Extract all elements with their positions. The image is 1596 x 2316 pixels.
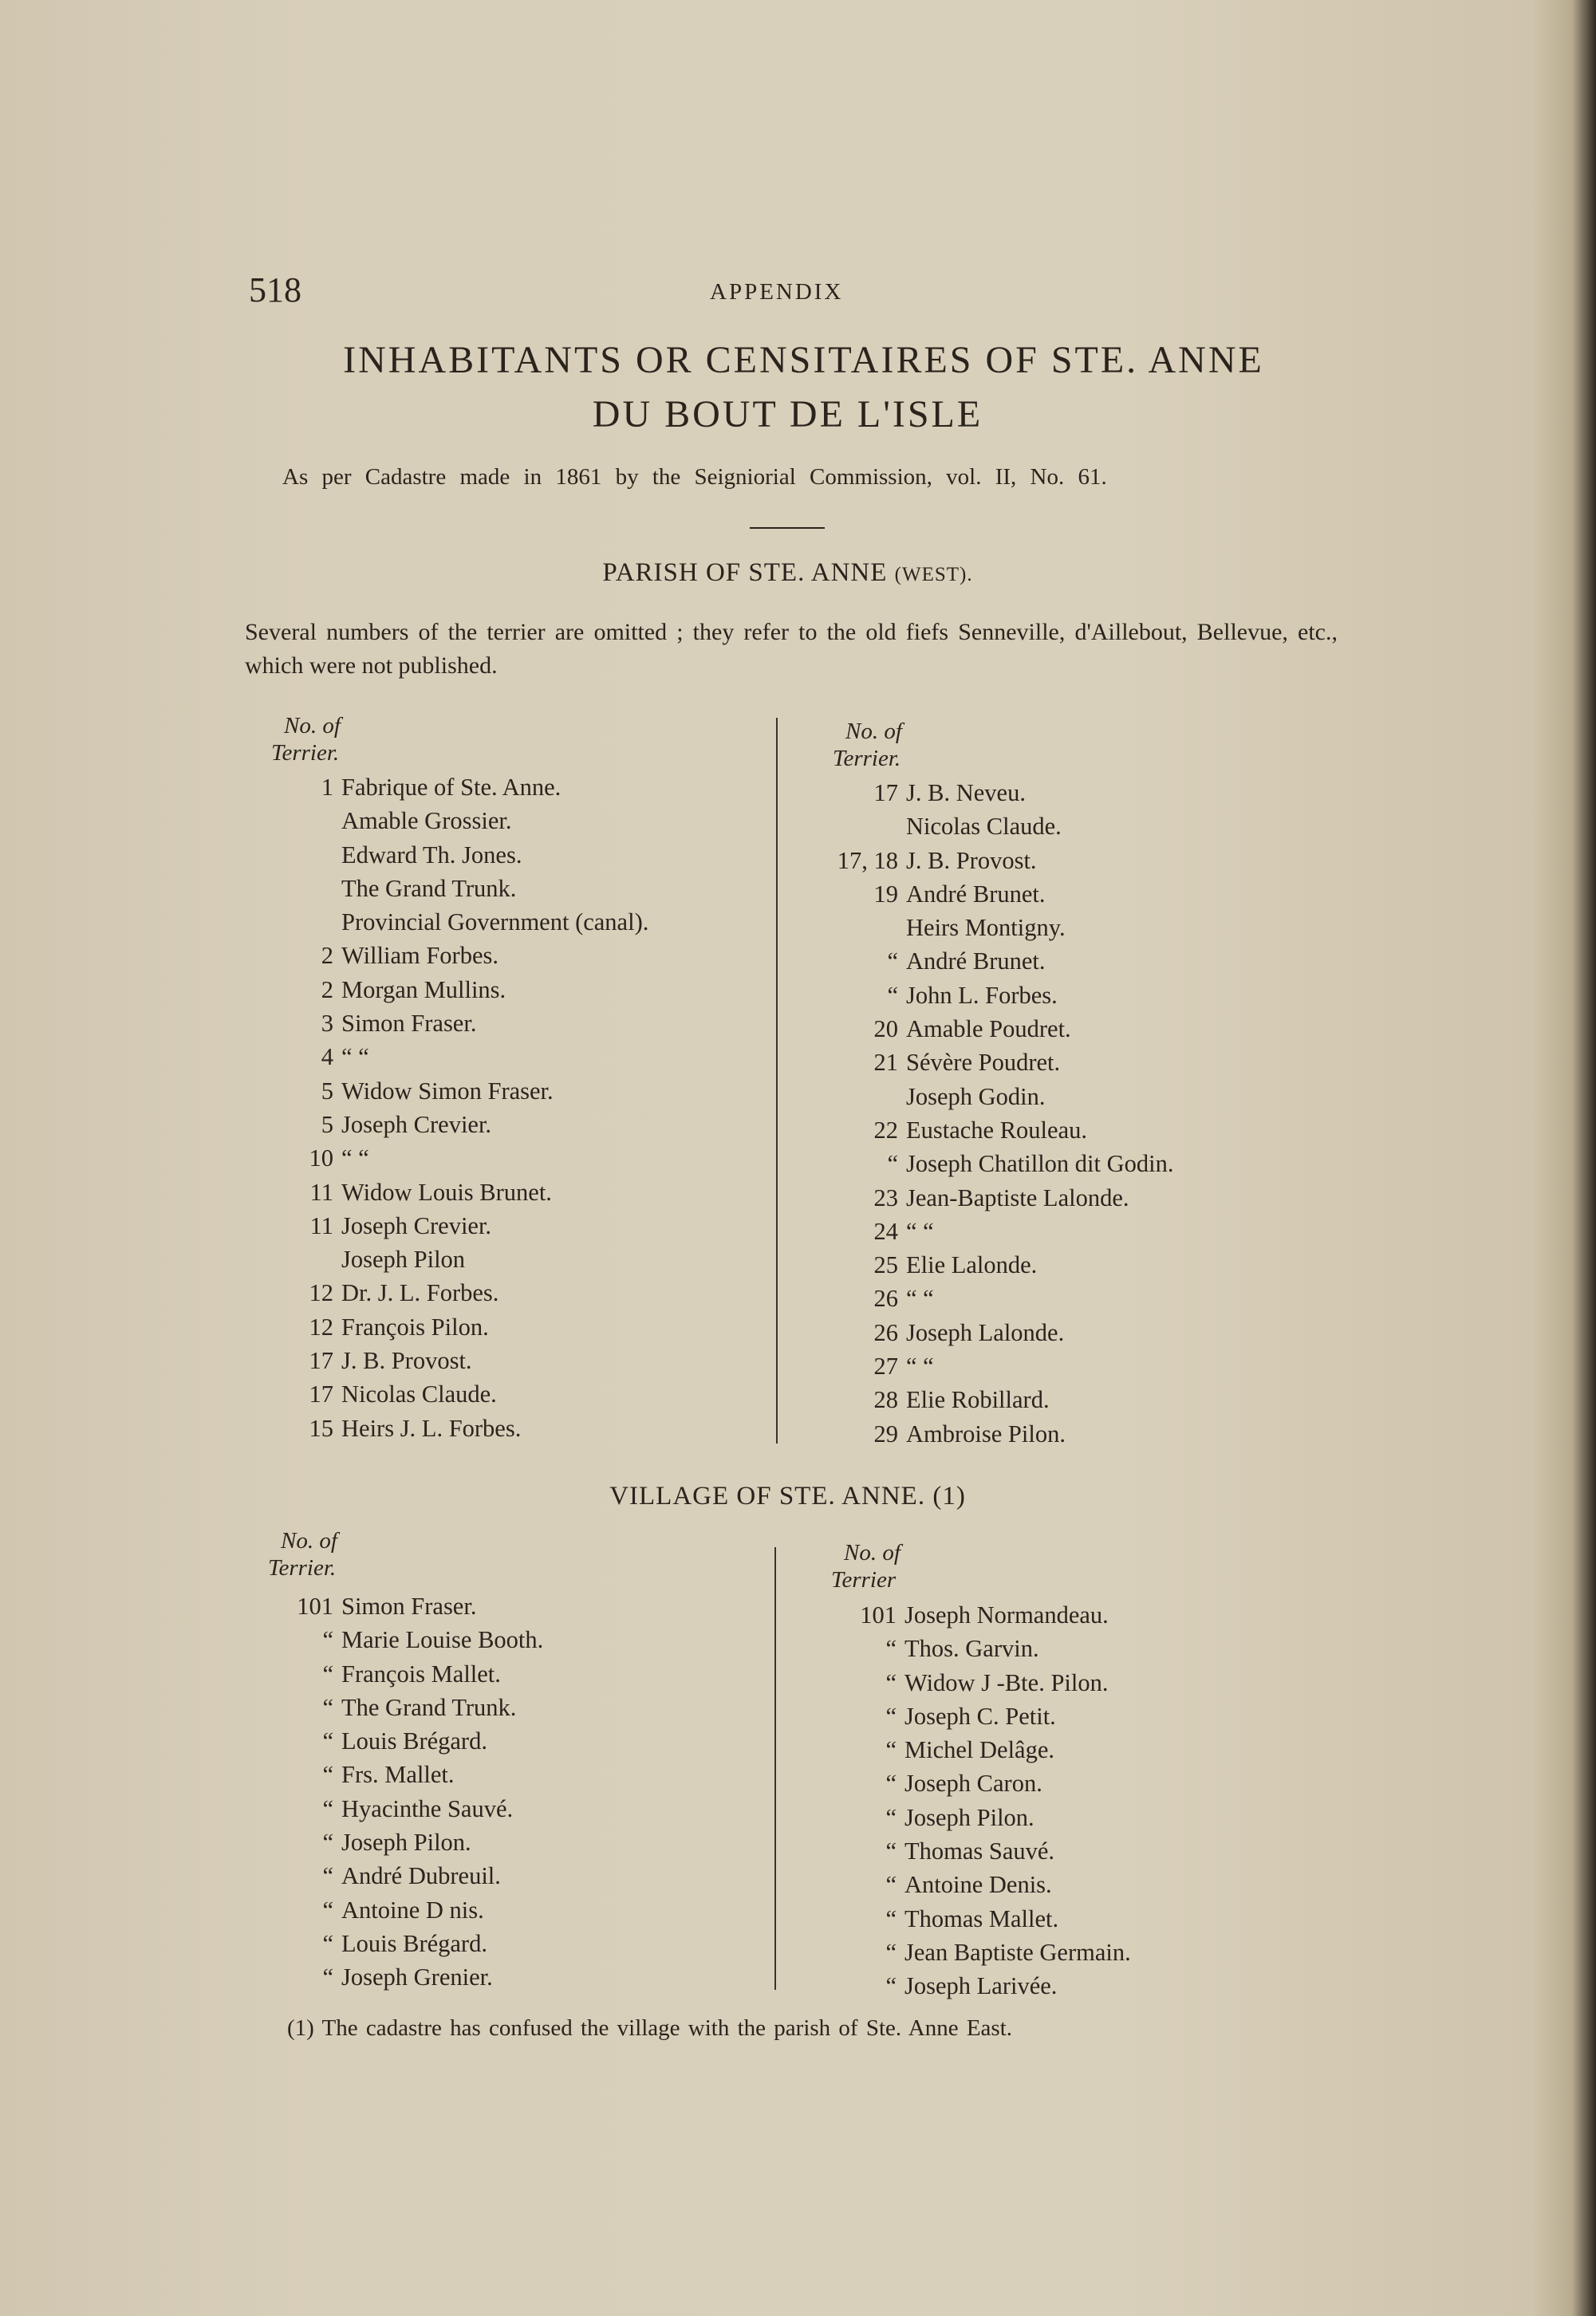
- terrier-number: 1: [321, 774, 333, 801]
- running-head: APPENDIX: [710, 279, 844, 305]
- terrier-number: “: [322, 1929, 333, 1957]
- censitaire-name: Simon Fraser.: [341, 1010, 477, 1038]
- censitaire-name: J. B. Provost.: [341, 1347, 472, 1375]
- terrier-number: 5: [321, 1077, 333, 1105]
- censitaire-name: François Mallet.: [341, 1660, 501, 1688]
- censitaire-name: J. B. Provost.: [906, 846, 1037, 874]
- terrier-number: 19: [873, 880, 898, 908]
- village-heading: VILLAGE OF STE. ANNE. (1): [609, 1482, 966, 1511]
- censitaire-name: Joseph Pilon: [341, 1246, 466, 1274]
- terrier-number: “: [322, 1794, 333, 1822]
- censitaire-name: Joseph C. Petit.: [904, 1702, 1056, 1730]
- censitaire-name: Marie Louise Booth.: [341, 1626, 544, 1654]
- header-line-1: No. of: [281, 1528, 337, 1554]
- terrier-number: 17: [309, 1381, 333, 1408]
- censitaire-name: “ “: [906, 1285, 934, 1313]
- terrier-number: 26: [873, 1285, 898, 1313]
- censitaire-name: Joseph Crevier.: [341, 1110, 492, 1138]
- terrier-number: “: [322, 1693, 333, 1721]
- terrier-number: 22: [873, 1116, 898, 1144]
- censitaire-name: Provincial Government (canal).: [341, 908, 649, 936]
- censitaire-name: Thomas Mallet.: [904, 1904, 1059, 1932]
- censitaire-name: Joseph Pilon.: [904, 1803, 1034, 1831]
- terrier-number: 17, 18: [837, 846, 898, 874]
- parish-left-header: [271, 712, 341, 766]
- terrier-number: “: [887, 981, 898, 1009]
- terrier-number: “: [322, 1963, 333, 1991]
- parish-heading: [0, 558, 1575, 588]
- censitaire-name: André Brunet.: [906, 947, 1046, 975]
- terrier-number: “: [885, 1938, 897, 1966]
- censitaire-name: Joseph Crevier.: [341, 1211, 492, 1239]
- censitaire-name: Ambroise Pilon.: [906, 1420, 1066, 1448]
- header-line-1: No. of: [284, 713, 341, 739]
- terrier-number: 101: [297, 1593, 333, 1620]
- censitaire-name: Amable Grossier.: [341, 807, 512, 835]
- terrier-number: “: [322, 1727, 333, 1755]
- terrier-number: “: [322, 1862, 333, 1890]
- censitaire-name: Widow Louis Brunet.: [341, 1178, 552, 1206]
- terrier-number: 17: [309, 1347, 333, 1375]
- parish-intro: Several numbers of the terrier are omitted ; they refer to the old fiefs Senneville, d'Aillebout, Bellevue, etc., which were not published.: [245, 619, 1338, 679]
- censitaire-name: Hyacinthe Sauvé.: [341, 1794, 514, 1822]
- page-number: 518: [249, 270, 301, 309]
- title-line-2: DU BOUT DE L'ISLE: [592, 393, 983, 435]
- header-line-2: Terrier.: [268, 1555, 337, 1581]
- header-line-2: Terrier: [831, 1567, 897, 1593]
- censitaire-name: Widow Simon Fraser.: [341, 1077, 554, 1105]
- censitaire-name: Heirs J. L. Forbes.: [341, 1414, 522, 1442]
- censitaire-name: The Grand Trunk.: [341, 1693, 517, 1721]
- header-line-2: Terrier.: [271, 740, 340, 766]
- censitaire-name: Nicolas Claude.: [341, 1381, 497, 1408]
- censitaire-name: Elie Robillard.: [906, 1386, 1050, 1414]
- terrier-number: 2: [321, 975, 333, 1003]
- censitaire-name: André Dubreuil.: [341, 1862, 501, 1890]
- censitaire-name: Jean Baptiste Germain.: [904, 1938, 1131, 1966]
- censitaire-name: “ “: [906, 1353, 934, 1381]
- censitaire-name: Morgan Mullins.: [341, 975, 506, 1003]
- censitaire-name: Joseph Larivée.: [904, 1972, 1058, 2000]
- censitaire-name: Joseph Pilon.: [341, 1829, 471, 1857]
- terrier-number: “: [887, 947, 898, 975]
- terrier-number: 28: [873, 1386, 898, 1414]
- censitaire-name: Edward Th. Jones.: [341, 841, 522, 868]
- censitaire-name: Eustache Rouleau.: [906, 1116, 1087, 1144]
- terrier-number: 10: [309, 1144, 333, 1172]
- censitaire-name: Elie Lalonde.: [906, 1251, 1038, 1279]
- terrier-number: “: [322, 1660, 333, 1688]
- terrier-number: “: [885, 1803, 897, 1831]
- terrier-number: “: [885, 1904, 897, 1932]
- terrier-number: “: [885, 1871, 897, 1899]
- censitaire-name: Thomas Sauvé.: [904, 1837, 1055, 1865]
- terrier-number: 27: [873, 1353, 898, 1381]
- parish-heading-suffix: (WEST).: [894, 564, 973, 585]
- title-line-1: INHABITANTS OR CENSITAIRES OF STE. ANNE: [343, 339, 1264, 381]
- censitaire-name: Michel Delâge.: [904, 1736, 1055, 1764]
- terrier-number: “: [322, 1829, 333, 1857]
- censitaire-name: Jean-Baptiste Lalonde.: [906, 1184, 1129, 1211]
- terrier-number: “: [322, 1626, 333, 1654]
- source-note: As per Cadastre made in 1861 by the Seigniorial Commission, vol. II, No. 61.: [282, 464, 1107, 490]
- censitaire-name: Heirs Montigny.: [906, 914, 1066, 942]
- censitaire-name: Joseph Grenier.: [341, 1963, 493, 1991]
- separator-rule: [750, 527, 825, 529]
- censitaire-name: Antoine Denis.: [904, 1871, 1052, 1899]
- censitaire-name: The Grand Trunk.: [341, 874, 517, 902]
- censitaire-name: Louis Brégard.: [341, 1929, 487, 1957]
- terrier-number: 101: [860, 1601, 897, 1629]
- header-line-1: No. of: [845, 719, 902, 744]
- censitaire-name: Joseph Godin.: [906, 1082, 1046, 1110]
- censitaire-name: Frs. Mallet.: [341, 1761, 455, 1789]
- column-divider: [774, 1547, 776, 1990]
- censitaire-name: Fabrique of Ste. Anne.: [341, 774, 562, 801]
- censitaire-name: Louis Brégard.: [341, 1727, 487, 1755]
- terrier-number: 17: [873, 779, 898, 806]
- censitaire-name: Thos. Garvin.: [904, 1635, 1039, 1663]
- terrier-number: 5: [321, 1110, 333, 1138]
- censitaire-name: Joseph Lalonde.: [906, 1318, 1065, 1346]
- terrier-number: “: [885, 1736, 897, 1764]
- censitaire-name: Nicolas Claude.: [906, 813, 1062, 841]
- terrier-number: 26: [873, 1318, 898, 1346]
- village-left-header: [268, 1527, 337, 1581]
- column-divider: [776, 718, 778, 1444]
- terrier-number: 12: [309, 1279, 333, 1307]
- terrier-number: 24: [873, 1217, 898, 1245]
- censitaire-name: “ “: [906, 1217, 934, 1245]
- censitaire-name: “ “: [341, 1144, 369, 1172]
- terrier-number: “: [885, 1635, 897, 1663]
- terrier-number: “: [322, 1761, 333, 1789]
- terrier-number: 3: [321, 1010, 333, 1038]
- censitaire-name: “ “: [341, 1043, 369, 1071]
- terrier-number: “: [885, 1837, 897, 1865]
- terrier-number: 11: [309, 1178, 333, 1206]
- terrier-number: “: [887, 1150, 898, 1178]
- censitaire-name: François Pilon.: [341, 1313, 489, 1341]
- censitaire-name: Sévère Poudret.: [906, 1049, 1061, 1077]
- footnote: (1) The cadastre has confused the village with the parish of Ste. Anne East.: [287, 2015, 1013, 2041]
- censitaire-name: Dr. J. L. Forbes.: [341, 1279, 499, 1307]
- censitaire-name: Amable Poudret.: [906, 1015, 1071, 1043]
- censitaire-name: Antoine D nis.: [341, 1896, 484, 1924]
- header-line-1: No. of: [844, 1540, 900, 1566]
- parish-right-header: [833, 718, 902, 772]
- censitaire-name: J. B. Neveu.: [906, 779, 1026, 806]
- terrier-number: “: [322, 1896, 333, 1924]
- terrier-number: “: [885, 1770, 897, 1798]
- censitaire-name: Joseph Normandeau.: [904, 1601, 1109, 1629]
- terrier-number: 2: [321, 942, 333, 970]
- terrier-number: 15: [309, 1414, 333, 1442]
- terrier-number: 11: [309, 1211, 333, 1239]
- parish-heading-text: PARISH OF STE. ANNE: [602, 558, 888, 587]
- censitaire-name: John L. Forbes.: [906, 981, 1058, 1009]
- censitaire-name: William Forbes.: [341, 942, 499, 970]
- terrier-number: 23: [873, 1184, 898, 1211]
- terrier-number: 12: [309, 1313, 333, 1341]
- censitaire-name: Joseph Chatillon dit Godin.: [906, 1150, 1174, 1178]
- terrier-number: 4: [321, 1043, 333, 1071]
- terrier-number: “: [885, 1972, 897, 2000]
- terrier-number: “: [885, 1668, 897, 1696]
- terrier-number: “: [885, 1702, 897, 1730]
- terrier-number: 20: [873, 1015, 898, 1043]
- censitaire-name: Widow J -Bte. Pilon.: [904, 1668, 1109, 1696]
- terrier-number: 29: [873, 1420, 898, 1448]
- village-right-header: [831, 1539, 900, 1593]
- censitaire-name: André Brunet.: [906, 880, 1046, 908]
- censitaire-name: Simon Fraser.: [341, 1593, 477, 1620]
- terrier-number: 25: [873, 1251, 898, 1279]
- header-line-2: Terrier.: [833, 746, 901, 771]
- terrier-number: 21: [873, 1049, 898, 1077]
- censitaire-name: Joseph Caron.: [904, 1770, 1042, 1798]
